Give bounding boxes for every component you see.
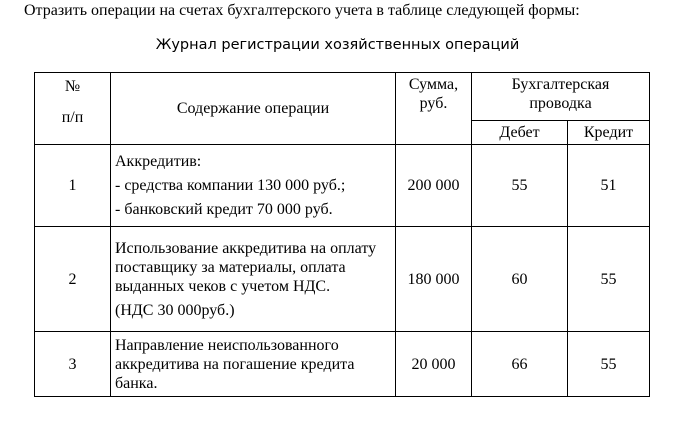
debit-account: 66 [472,332,568,397]
operation-content [111,145,396,227]
debit-account: 55 [472,145,568,227]
header-row [35,73,650,121]
table-row [35,145,650,227]
header-credit: Кредит [568,121,650,145]
operation-line: Аккредитив: [115,153,202,170]
table-row [35,227,650,332]
operation-line: (НДС 30 000руб.) [115,301,235,319]
operation-line: Использование аккредитива на оплату поставщику за материалы, оплата выданных чеков с учетом НДС. [115,239,377,295]
operation-content [111,332,396,397]
header-number-abbrev: п/п [61,109,84,126]
credit-account: 55 [568,227,650,332]
operation-line: - средства компании 130 000 руб.; [115,177,346,194]
operation-line: Направление неиспользованного аккредитива на погашение кредита банка. [115,336,355,392]
header-debit: Дебет [472,121,568,145]
header-sum-label: Сумма, [408,76,459,93]
operation-content [111,227,396,332]
operation-sum: 200 000 [396,145,472,227]
operation-sum: 180 000 [396,227,472,332]
task-instruction: Отразить операции на счетах бухгалтерского учета в таблице следующей формы: [24,2,580,19]
header-number-cell [35,73,111,145]
header-content-cell [111,73,396,145]
header-content: Содержание операции [176,100,330,117]
journal-table [34,72,650,397]
header-entry-line1: Бухгалтерская [511,76,610,93]
row-number: 1 [35,145,111,227]
header-sum-unit: руб. [419,95,448,112]
row-number: 3 [35,332,111,397]
header-number-symbol: № [64,78,81,95]
header-sum-cell [396,73,472,145]
table-row [35,332,650,397]
row-number: 2 [35,227,111,332]
operation-line: - банковский кредит 70 000 руб. [115,201,333,218]
operation-sum: 20 000 [396,332,472,397]
journal-title: Журнал регистрации хозяйственных операций [155,37,520,53]
header-entry-cell [472,73,650,121]
debit-account: 60 [472,227,568,332]
header-entry-line2: проводка [529,95,592,112]
credit-account: 55 [568,332,650,397]
credit-account: 51 [568,145,650,227]
